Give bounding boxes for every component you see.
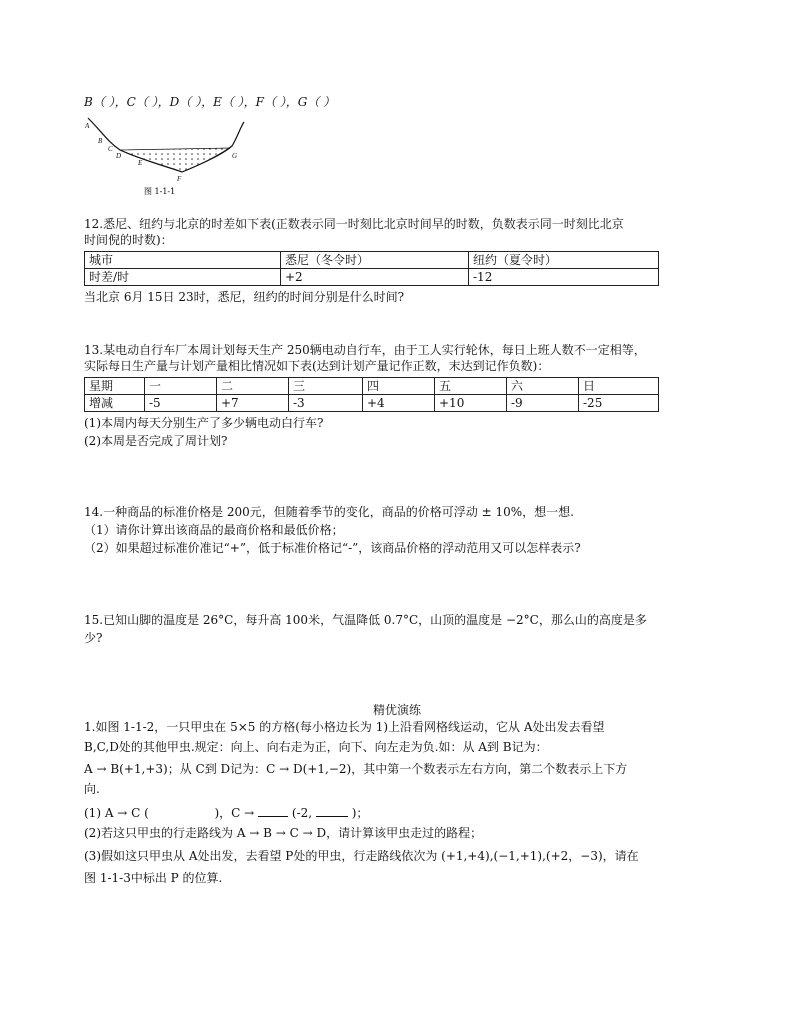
- q12-text-1: 12.悉尼、纽约与北京的时差如下表(正数表示同一时刻比北京时间早的时数，负数表示同一时刻比北京: [84, 217, 624, 231]
- sub1-part-b: )，C →: [214, 806, 255, 820]
- problem-1-line-4: 向.: [84, 782, 100, 796]
- q14-text-1: 14.一种商品的标准价格是 200元，但随着季节的变化，商品的价格可浮动 ± 10%，想一想.: [84, 505, 574, 519]
- point-label-c: C: [108, 145, 113, 153]
- table-cell: 城市: [85, 252, 281, 269]
- table-cell: 星期: [85, 378, 145, 395]
- problem-1-sub-3-line-1: (3)假如这只甲虫从 A处出发，去看望 P处的甲虫，行走路线依次为 (+1,+4),(−1,+1),(+2，−3)，请在: [84, 849, 639, 863]
- table-row: [85, 252, 659, 269]
- table-cell: 日: [579, 378, 659, 395]
- table-cell: 增减: [85, 395, 145, 412]
- q12-text-2: 时间倪的时数)：: [84, 233, 173, 247]
- q14-sub-1: （1）请你计算出该商品的最商价格和最低价格；: [84, 523, 344, 537]
- q14-sub-2: （2）如果超过标准价准记“+”，低于标准价格记“-”，该商品价格的浮动范用又可以怎样表示?: [84, 541, 581, 555]
- q15-text-2: 少?: [84, 631, 103, 645]
- table-cell: 二: [217, 378, 289, 395]
- table-cell: 一: [145, 378, 217, 395]
- sub1-part-d: )；: [351, 806, 369, 820]
- point-label-b: B: [98, 137, 103, 145]
- answer-blank-1[interactable]: [258, 804, 288, 817]
- sub1-part-c: (-2,: [291, 806, 313, 820]
- table-cell: -3: [289, 395, 363, 412]
- point-label-e: E: [138, 159, 143, 167]
- problem-1-line-3: A → B(+1,+3)；从 C到 D记为：C → D(+1,−2)，其中第一个数表示左右方向，第二个数表示上下方: [84, 762, 628, 776]
- problem-1-line-1: 1.如图 1-1-2，一只甲虫在 5×5 的方格(每小格边长为 1)上沿看网格线运动，它从 A处出发去看望: [84, 720, 605, 734]
- q13-production-table: [84, 377, 659, 412]
- sub1-part-a: (1) A → C (: [84, 806, 149, 820]
- table-cell: 悉尼（冬令时）: [281, 252, 469, 269]
- table-cell: +4: [363, 395, 435, 412]
- table-cell: -5: [145, 395, 217, 412]
- table-row: [85, 269, 659, 286]
- section-title: 精优演练: [372, 703, 421, 717]
- q13-sub-2: (2)本周是否完成了周计划?: [84, 434, 228, 448]
- table-cell: 四: [363, 378, 435, 395]
- q13-sub-1: (1)本周内每天分别生产了多少辆电动白行车?: [84, 416, 324, 430]
- water-region: [120, 148, 230, 172]
- table-cell: -12: [469, 269, 659, 286]
- problem-1-line-2: B,C,D处的其他甲虫.规定：向上、向右走为正，向下、向左走为负.如：从 A到 B记为：: [84, 740, 548, 754]
- point-label-d: D: [116, 152, 122, 160]
- problem-1-sub-1: [84, 804, 368, 821]
- point-label-g: G: [232, 152, 238, 160]
- table-cell: -25: [579, 395, 659, 412]
- q12-timezone-table: [84, 251, 659, 286]
- table-row: [85, 378, 659, 395]
- point-label-f: F: [177, 175, 182, 183]
- point-label-a: A: [85, 122, 90, 130]
- q11-answer-line: B（ ），C（ ），D（ ），E（ ），F（ ），G（ ）: [84, 95, 336, 109]
- table-cell: 时差/时: [85, 269, 281, 286]
- table-row: [85, 395, 659, 412]
- answer-blank-2[interactable]: [316, 804, 348, 817]
- problem-1-sub-3-line-2: 图 1-1-3中标出 P 的位算.: [84, 871, 223, 885]
- table-cell: 三: [289, 378, 363, 395]
- table-cell: 五: [435, 378, 507, 395]
- table-cell: +2: [281, 269, 469, 286]
- figure-caption: 图 1-1-1: [144, 187, 176, 196]
- q13-text-2: 实际每日生产量与计划产量相比情况如下表(达到计划产量记作正数，末达到记作负数)：: [84, 359, 550, 373]
- table-cell: +7: [217, 395, 289, 412]
- table-cell: -9: [507, 395, 579, 412]
- table-cell: 纽约（夏令时）: [469, 252, 659, 269]
- q13-text-1: 13.某电动自行车厂本周计划每天生产 250辆电动自行车，由于工人实行轮休，每日上班人数不一定相等，: [84, 343, 646, 357]
- q11-figure: [82, 112, 252, 198]
- table-cell: 六: [507, 378, 579, 395]
- table-cell: +10: [435, 395, 507, 412]
- q12-question: 当北京 6月 15日 23时，悉尼，纽约的时间分别是什么时间?: [84, 290, 405, 304]
- q15-text-1: 15.已知山脚的温度是 26°C，每升高 100米，气温降低 0.7°C，山顶的温度是 −2°C，那么山的高度是多: [84, 613, 647, 627]
- problem-1-sub-2: (2)若这只甲虫的行走路线为 A → B → C → D，请计算该甲虫走过的路程；: [84, 826, 483, 840]
